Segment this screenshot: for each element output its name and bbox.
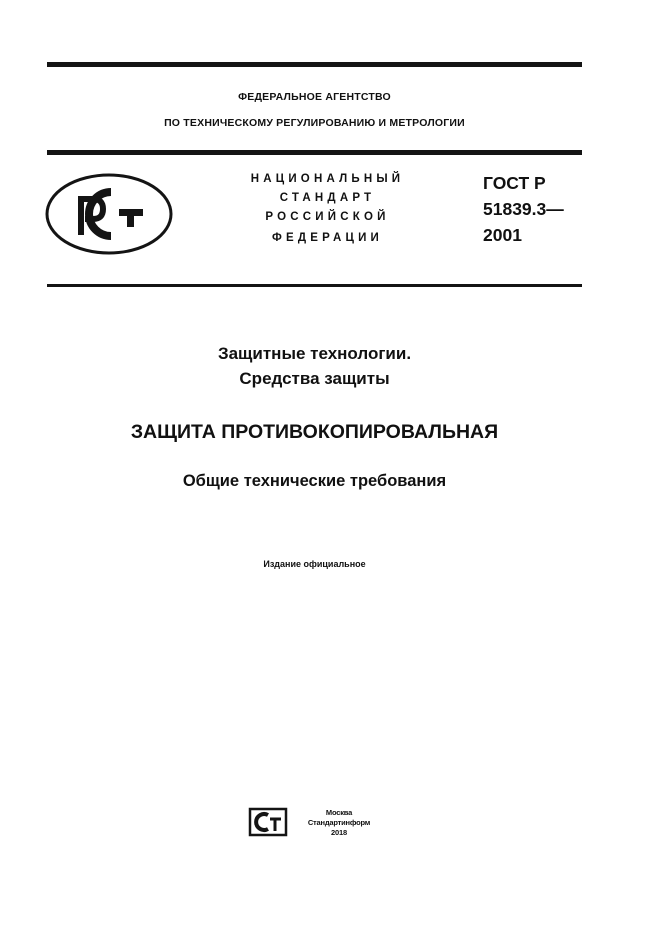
agency-name-line-1: ФЕДЕРАЛЬНОЕ АГЕНТСТВО	[238, 91, 391, 103]
national-standard-line-1: НАЦИОНАЛЬНЫЙ	[250, 173, 405, 185]
agency-name-line-2: ПО ТЕХНИЧЕСКОМУ РЕГУЛИРОВАНИЮ И МЕТРОЛОГИИ	[164, 117, 465, 129]
national-standard-line-4: ФЕДЕРАЦИИ	[271, 232, 384, 244]
general-requirements-title: Общие технические требования	[182, 472, 447, 490]
standartinform-logo-icon	[248, 807, 288, 837]
gost-designation-line-3: 2001	[483, 225, 522, 245]
top-rule	[47, 62, 582, 67]
gost-designation-line-1: ГОСТ Р	[483, 173, 546, 193]
middle-rule	[47, 150, 582, 155]
publisher-year: 2018	[331, 828, 347, 837]
national-standard-line-2: СТАНДАРТ	[279, 192, 376, 204]
main-title: ЗАЩИТА ПРОТИВОКОПИРОВАЛЬНАЯ	[130, 421, 499, 443]
edition-note: Издание официальное	[263, 559, 366, 569]
lower-rule	[47, 284, 582, 287]
subtitle-line-2: Средства защиты	[239, 369, 390, 388]
publisher-name: Стандартинформ	[307, 818, 371, 827]
subtitle-line-1: Защитные технологии.	[217, 344, 412, 363]
gost-designation-line-2: 51839.3—	[483, 199, 564, 219]
national-standard-line-3: РОССИЙСКОЙ	[265, 211, 390, 223]
publisher-city: Москва	[325, 808, 353, 817]
gost-r-logo-icon	[45, 173, 173, 255]
